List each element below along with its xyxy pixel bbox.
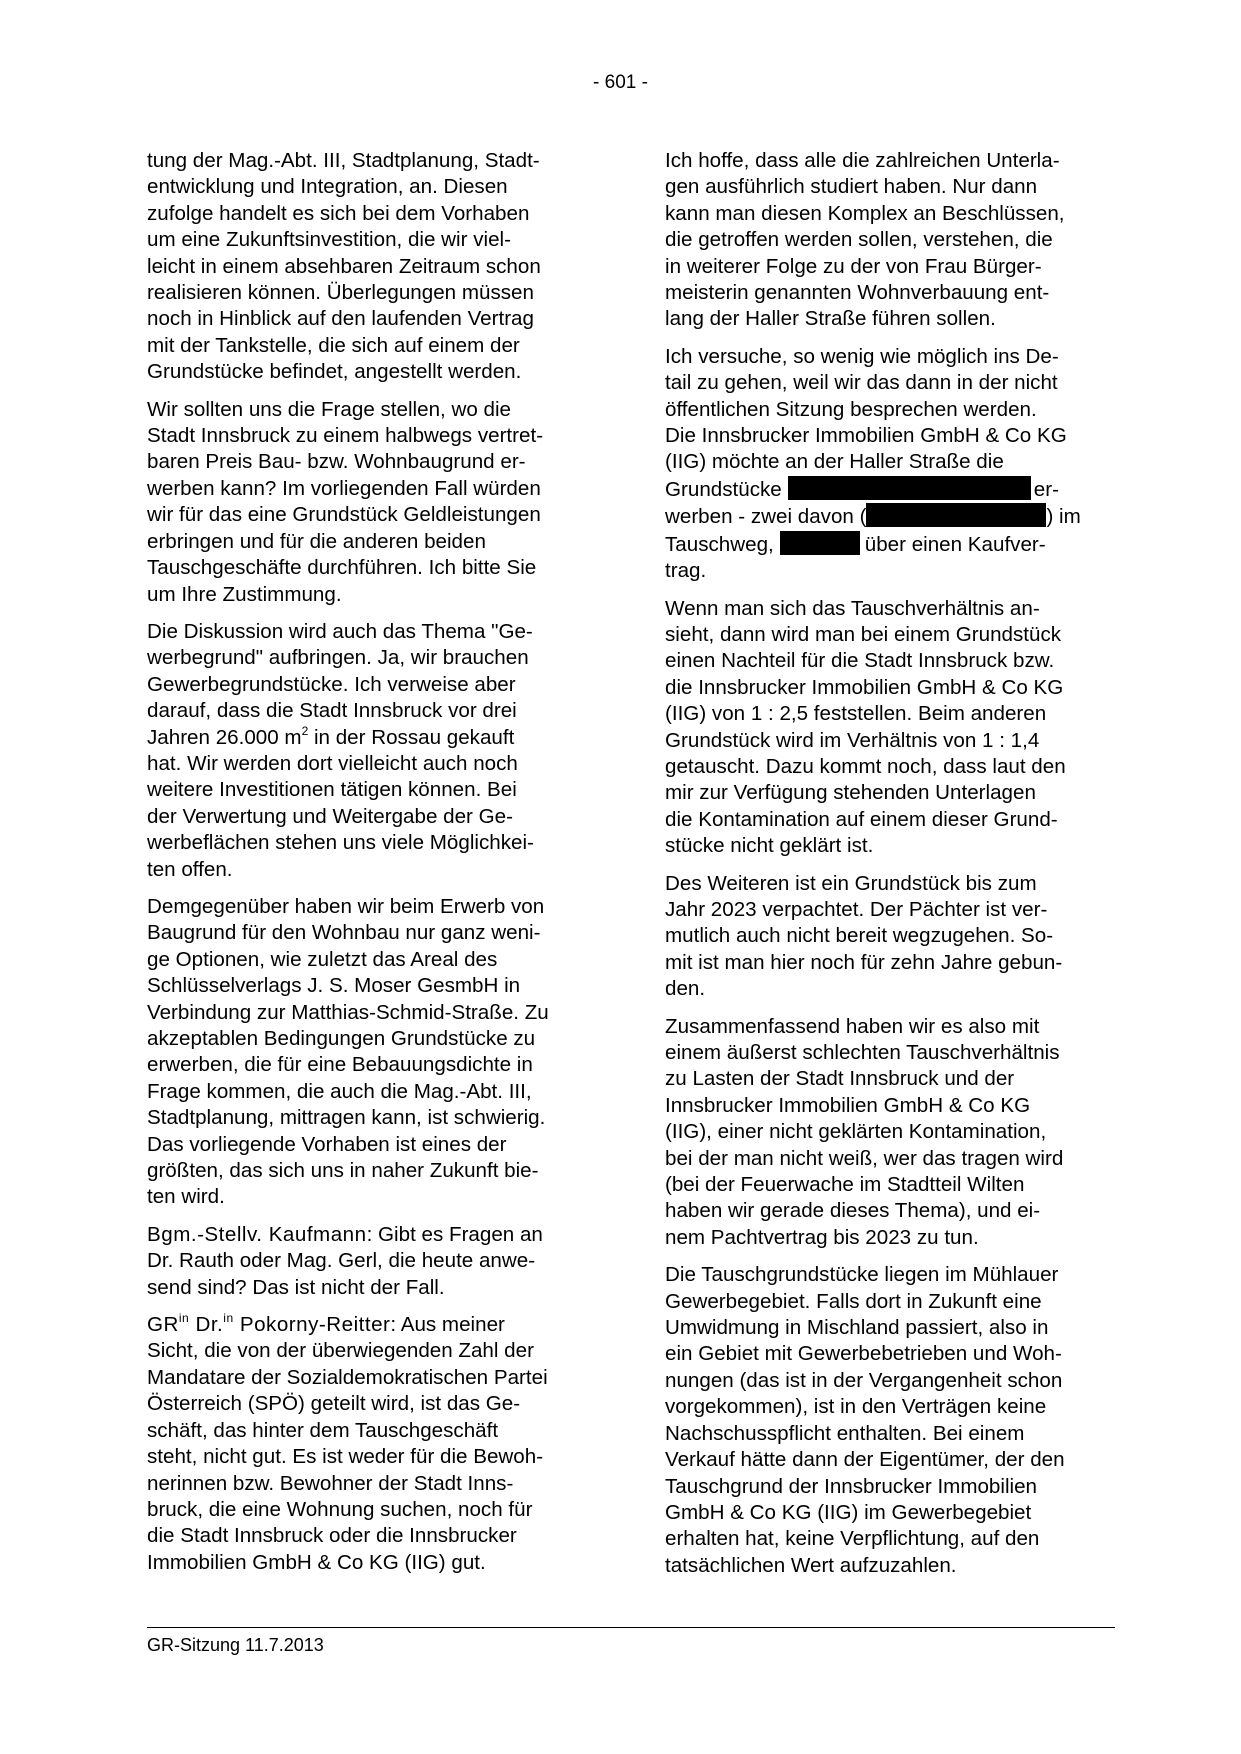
text-line: Demgegenüber haben wir beim Erwerb von — [147, 894, 545, 918]
text-line: werbeflächen stehen uns viele Möglichkei- — [147, 831, 534, 855]
right-column — [665, 148, 1115, 1590]
paragraph — [665, 344, 1115, 585]
text-line: Die Diskussion wird auch das Thema "Ge- — [147, 619, 533, 643]
speaker-name — [147, 1313, 390, 1336]
text-line: bei der man nicht weiß, wer das tragen wird — [665, 1146, 1064, 1170]
text-line: hat. Wir werden dort vielleicht auch noch — [147, 751, 518, 775]
superscript: in — [223, 1311, 234, 1326]
text-line: Nachschusspflicht enthalten. Bei einem — [665, 1421, 1025, 1445]
text-line — [147, 1312, 597, 1338]
text-line: Österreich (SPÖ) geteilt wird, ist das Ge- — [147, 1392, 521, 1416]
text-fragment: Dr. — [189, 1313, 224, 1337]
text-line: akzeptablen Bedingungen Grundstücke zu — [147, 1027, 536, 1050]
text-line: Immobilien GmbH & Co KG (IIG) gut. — [147, 1550, 486, 1574]
paragraph — [665, 1014, 1115, 1252]
text-line — [147, 1222, 597, 1248]
text-line: steht, nicht gut. Es ist weder für die Bewoh- — [147, 1445, 544, 1469]
paragraph — [147, 894, 597, 1211]
text-line: stücke nicht geklärt ist. — [665, 834, 874, 858]
text-fragment: Tauschweg, — [665, 532, 774, 556]
text-line: ge Optionen, wie zuletzt das Areal des — [147, 947, 498, 971]
text-line: (IIG), einer nicht geklärten Kontamination, — [665, 1120, 1047, 1144]
text-line: gen ausführlich studiert haben. Nur dann — [665, 175, 1038, 199]
text-line: erhalten hat, keine Verpflichtung, auf den — [665, 1527, 1040, 1551]
text-line: trag. — [665, 559, 707, 583]
text-line: Verbindung zur Matthias-Schmid-Straße. Zu — [147, 1000, 549, 1024]
text-line: Frage kommen, die auch die Mag.-Abt. III, — [147, 1079, 532, 1103]
text-line: die getroffen werden sollen, verstehen, die — [665, 228, 1053, 252]
text-line: nungen (das ist in der Vergangenheit schon — [665, 1368, 1063, 1392]
text-line: entwicklung und Integration, an. Diesen — [147, 175, 508, 199]
text-line: Sicht, die von der überwiegenden Zahl der — [147, 1339, 534, 1363]
footer-divider — [147, 1627, 1115, 1628]
paragraph — [665, 871, 1115, 1003]
text-fragment: : Aus meiner — [390, 1313, 505, 1337]
paragraph — [665, 596, 1115, 860]
text-line: darauf, dass die Stadt Innsbruck vor drei — [147, 699, 517, 723]
text-line: zu Lasten der Stadt Innsbruck und der — [665, 1067, 1015, 1091]
text-line: send sind? Das ist nicht der Fall. — [147, 1275, 445, 1299]
text-line: weitere Investitionen tätigen können. Bei — [147, 778, 517, 802]
paragraph — [147, 148, 597, 386]
text-line: ten offen. — [147, 857, 233, 881]
text-line: Stadt Innsbruck zu einem halbwegs vertret- — [147, 424, 544, 448]
text-fragment: GR — [147, 1313, 179, 1337]
text-line: tung der Mag.-Abt. III, Stadtplanung, Stadt- — [147, 149, 540, 172]
text-line: erwerben, die für eine Bebauungsdichte in — [147, 1053, 533, 1077]
text-line: Grundstück wird im Verhältnis von 1 : 1,4 — [665, 728, 1040, 752]
superscript: in — [178, 1311, 190, 1326]
text-line: tail zu gehen, weil wir das dann in der nicht — [665, 371, 1058, 395]
footer-session-date: GR-Sitzung 11.7.2013 — [147, 1635, 324, 1655]
left-column — [147, 148, 597, 1587]
text-line: getauscht. Dazu kommt noch, dass laut den — [665, 754, 1066, 778]
paragraph — [147, 1312, 597, 1576]
text-line: bruck, die eine Wohnung suchen, noch für — [147, 1497, 533, 1521]
text-line: Umwidmung in Mischland passiert, also in — [665, 1316, 1049, 1340]
text-line: der Verwertung und Weitergabe der Ge- — [147, 804, 513, 828]
redaction-block — [788, 476, 1031, 500]
text-line: zufolge handelt es sich bei dem Vorhaben — [147, 201, 530, 225]
text-line: Gewerbegrundstücke. Ich verweise aber — [147, 672, 516, 696]
text-line: vorgekommen), ist in den Verträgen keine — [665, 1395, 1047, 1419]
text-line: werbegrund" aufbringen. Ja, wir brauchen — [147, 646, 529, 670]
text-fragment: über einen Kaufver- — [864, 532, 1046, 556]
text-line: Tauschgrund der Innsbrucker Immobilien — [665, 1474, 1038, 1498]
text-fragment: Grundstücke — [665, 477, 782, 501]
text-line: Innsbrucker Immobilien GmbH & Co KG — [665, 1093, 1031, 1117]
text-line: Ich hoffe, dass alle die zahlreichen Unterla- — [665, 149, 1060, 172]
text-line: in weiterer Folge zu der von Frau Bürger- — [665, 254, 1042, 278]
text-line: Tauschgeschäfte durchführen. Ich bitte Sie — [147, 556, 537, 580]
text-line: mit ist man hier noch für zehn Jahre gebun- — [665, 950, 1063, 974]
text-line: Dr. Rauth oder Mag. Gerl, die heute anwe- — [147, 1249, 536, 1273]
text-line: nerinnen bzw. Bewohner der Stadt Inns- — [147, 1471, 514, 1495]
text-line: sieht, dann wird man bei einem Grundstück — [665, 622, 1062, 646]
text-line: Zusammenfassend haben wir es also mit — [665, 1014, 1040, 1038]
text-line: einem äußerst schlechten Tauschverhältnis — [665, 1041, 1060, 1064]
text-line: GmbH & Co KG (IIG) im Gewerbegebiet — [665, 1500, 1032, 1524]
text-line: Jahr 2023 verpachtet. Der Pächter ist ver- — [665, 897, 1048, 921]
paragraph — [665, 148, 1115, 333]
text-line: ein Gebiet mit Gewerbebetrieben und Woh- — [665, 1342, 1062, 1366]
text-line: Gewerbegebiet. Falls dort in Zukunft eine — [665, 1289, 1042, 1313]
page-number: - 601 - — [593, 72, 648, 93]
text-line: Verkauf hätte dann der Eigentümer, der den — [665, 1448, 1065, 1472]
text-line: baren Preis Bau- bzw. Wohnbaugrund er- — [147, 450, 526, 474]
speaker-name: Bgm.-Stellv. Kaufmann — [147, 1222, 367, 1246]
text-line: realisieren können. Überlegungen müssen — [147, 281, 534, 305]
text-line: Des Weiteren ist ein Grundstück bis zum — [665, 871, 1037, 895]
text-line: um eine Zukunftsinvestition, die wir viel- — [147, 228, 511, 252]
text-line: die Kontamination auf einem dieser Grund- — [665, 807, 1058, 831]
text-line — [665, 476, 1115, 503]
text-line: Wenn man sich das Tauschverhältnis an- — [665, 596, 1040, 620]
text-fragment: Pokorny-Reitter — [233, 1313, 391, 1337]
redaction-block — [866, 503, 1046, 527]
text-line: um Ihre Zustimmung. — [147, 582, 342, 606]
text-line: Das vorliegende Vorhaben ist eines der — [147, 1132, 507, 1156]
text-line: mit der Tankstelle, die sich auf einem der — [147, 333, 520, 357]
text-line: mutlich auch nicht bereit wegzugehen. So- — [665, 924, 1054, 948]
text-fragment: Jahren 26.000 m — [147, 725, 302, 749]
paragraph — [665, 1262, 1115, 1579]
text-line: (bei der Feuerwache im Stadtteil Wilten — [665, 1173, 1025, 1197]
text-line: werben kann? Im vorliegenden Fall würden — [147, 476, 541, 500]
text-line: noch in Hinblick auf den laufenden Vertrag — [147, 307, 534, 331]
text-fragment: werben - zwei davon ( — [665, 505, 867, 529]
text-line: öffentlichen Sitzung besprechen werden. — [665, 397, 1037, 421]
text-line: den. — [665, 977, 706, 1001]
text-line: (IIG) möchte an der Haller Straße die — [665, 450, 1004, 474]
text-line: (IIG) von 1 : 2,5 feststellen. Beim anderen — [665, 702, 1047, 726]
superscript: 2 — [301, 723, 309, 738]
text-line: schäft, das hinter dem Tauschgeschäft — [147, 1418, 499, 1442]
text-line: wir für das eine Grundstück Geldleistungen — [147, 503, 541, 527]
text-fragment: : Gibt es Fragen an — [366, 1222, 543, 1246]
paragraph — [147, 1222, 597, 1301]
text-line: kann man diesen Komplex an Beschlüssen, — [665, 201, 1065, 225]
text-line: Die Innsbrucker Immobilien GmbH & Co KG — [665, 424, 1067, 448]
text-line: Schlüsselverlags J. S. Moser GesmbH in — [147, 974, 521, 998]
text-line: nem Pachtvertrag bis 2023 zu tun. — [665, 1225, 979, 1249]
paragraph — [147, 397, 597, 608]
text-line: meisterin genannten Wohnverbauung ent- — [665, 281, 1050, 305]
text-line: Grundstücke befindet, angestellt werden. — [147, 360, 522, 384]
text-line — [665, 531, 1115, 558]
text-line: ten wird. — [147, 1185, 225, 1209]
text-line: einen Nachteil für die Stadt Innsbruck bzw. — [665, 649, 1055, 673]
text-line: erbringen und für die anderen beiden — [147, 529, 486, 553]
text-line: haben wir gerade dieses Thema), und ei- — [665, 1199, 1041, 1223]
text-fragment: er- — [1033, 477, 1059, 501]
text-line: größten, das sich uns in naher Zukunft bie- — [147, 1159, 539, 1183]
text-fragment: in der Rossau gekauft — [308, 725, 515, 749]
text-line: die Innsbrucker Immobilien GmbH & Co KG — [665, 675, 1064, 699]
text-fragment: ) im — [1046, 505, 1081, 529]
text-line: Ich versuche, so wenig wie möglich ins De- — [665, 344, 1059, 368]
text-line: lang der Haller Straße führen sollen. — [665, 307, 996, 331]
text-line: mir zur Verfügung stehenden Unterlagen — [665, 781, 1036, 805]
text-line: tatsächlichen Wert aufzuzahlen. — [665, 1553, 957, 1577]
text-line: Baugrund für den Wohnbau nur ganz weni- — [147, 921, 541, 945]
text-line: Stadtplanung, mittragen kann, ist schwierig. — [147, 1106, 546, 1130]
text-line: die Stadt Innsbruck oder die Innsbrucker — [147, 1524, 517, 1548]
text-line — [665, 503, 1115, 530]
text-line: Wir sollten uns die Frage stellen, wo die — [147, 397, 511, 421]
text-line: Mandatare der Sozialdemokratischen Partei — [147, 1365, 548, 1389]
text-line — [147, 725, 597, 751]
text-line: leicht in einem absehbaren Zeitraum schon — [147, 254, 541, 278]
paragraph — [147, 619, 597, 883]
text-line: Die Tauschgrundstücke liegen im Mühlauer — [665, 1263, 1059, 1287]
redaction-block — [780, 531, 860, 555]
